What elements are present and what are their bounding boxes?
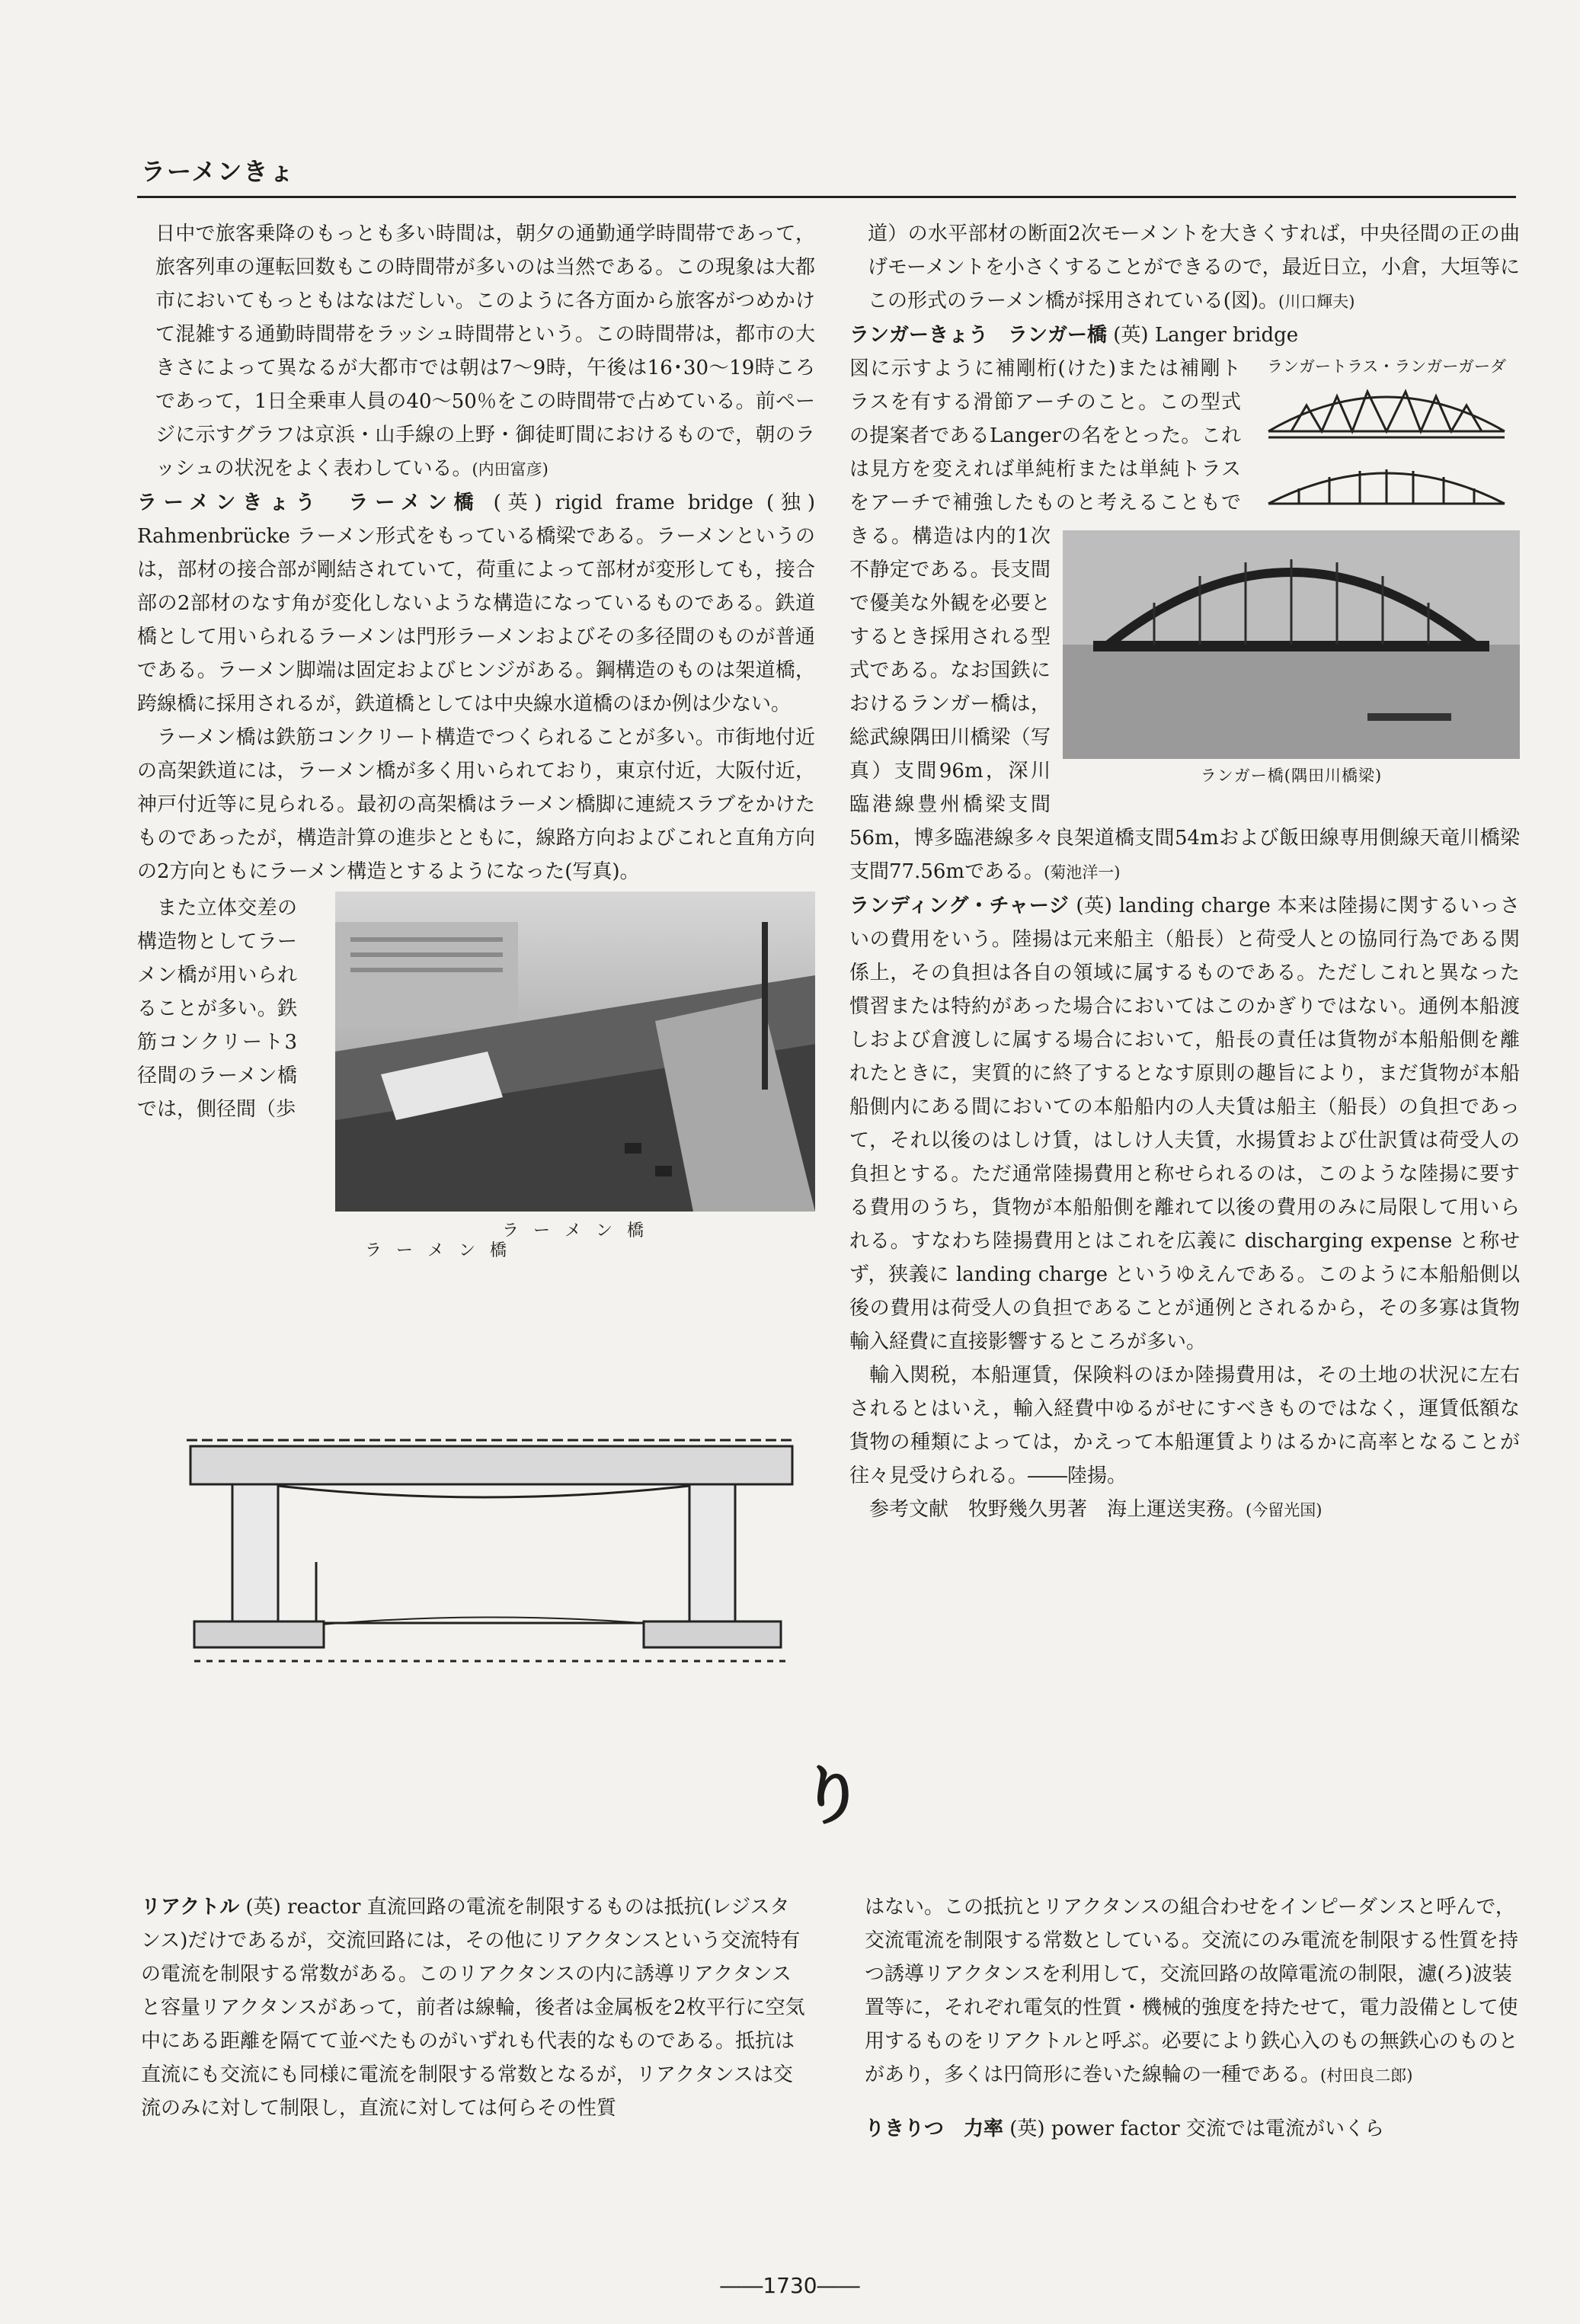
author: (菊池洋一): [1044, 863, 1121, 882]
entry-language: (英) landing charge: [1076, 895, 1271, 917]
entry-rahmen: [137, 486, 815, 721]
reference-text: 参考文献 牧野幾久男著 海上運送実務。: [869, 1498, 1246, 1521]
rahmen-bridge-photo-image: [335, 892, 815, 1212]
photo-block: [137, 892, 815, 1250]
entry-paragraph: ラーメン橋は鉄筋コンクリート構造でつくられることが多い。市街地付近の高架鉄道には，ラーメン橋が多く用いられており，東京付近，大阪付近，神戸付近等に見られる。最初の高架橋はラーメン橋脚に連続スラブをかけたものであったが，構造計算の進歩とともに，線路方向およびこれと直角方向の2方向ともにラーメン構造とするようになった(写真)。: [137, 726, 815, 883]
entry-text: はない。この抵抗とリアクタンスの組合わせをインピーダンスと呼んで，交流電流を制限する常数としている。交流にのみ電流を制限する性質を持つ誘導リアクタンスを利用して，交流回路の故障電流の制限，濾(ろ)波装置等に，それぞれ電気的性質・機械的強度を持たせて，電力設備として使用するものをリアクトルと呼ぶ。必要により鉄心入のもの無鉄心のものとがあり，多くは円筒形に巻いた線輪の一種である。: [865, 1896, 1519, 2086]
entry-language: (英) power factor: [1009, 2118, 1180, 2140]
entry-headword: ラーメンきょう ラーメン橋: [137, 491, 481, 514]
header-rule: [137, 196, 1516, 198]
entry-text: 道）の水平部材の断面2次モーメントを大きくすれば，中央径間の正の曲げモーメントを小さくすることができるので，最近日立，小倉，大垣等にこの形式のラーメン橋が採用されている(図)。: [868, 222, 1520, 312]
entry-power-factor: [865, 2112, 1520, 2146]
left-column: [137, 217, 815, 1268]
langer-photo-caption: ランガー橋(隅田川橋梁): [1200, 767, 1383, 785]
entry-headword: りきりつ 力率: [865, 2118, 1004, 2140]
entry-reactor: [141, 1890, 808, 2125]
entry-langer: [849, 319, 1520, 352]
langer-diagram-label: ランガートラス・ランガーガーダ: [1267, 357, 1506, 376]
entry-continuation: [865, 1890, 1520, 2092]
entry-headword: ランガーきょう ランガー橋: [849, 324, 1108, 347]
drawing-caption: ラ ー メ ン 橋: [365, 1241, 511, 1260]
bottom-left-column: [141, 1871, 808, 2145]
page-number: ――1730――: [720, 2273, 860, 2298]
author: (村田良二郎): [1320, 2066, 1413, 2085]
entry-text: 日中で旅客乗降のもっとも多い時間は，朝夕の通勤通学時間帯であって，旅客列車の運転回数もこの時間帯が多いのは当然である。この現象は大都市においてもっともはなはだしい。このように各方面から旅客がつめかけて混雑する通勤時間帯をラッシュ時間帯という。この時間帯は，都市の大きさによって異なるが大都市では朝は7～9時，午後は16･30～19時ころであって，1日全乗車人員の40～50％をこの時間帯で占めている。前ページに示すグラフは京浜・山手線の上野・御徒町間におけるもので，朝のラッシュの状況をよく表わしている。: [155, 222, 815, 480]
author: (内田富彦): [472, 460, 549, 479]
entry-paragraph: また立体交差の構造物としてラーメン橋が用いられることが多い。鉄筋コンクリート3径間のラーメン橋では，側径間（歩: [137, 897, 297, 1121]
entry-text: 交流では電流がいくら: [1185, 2118, 1384, 2140]
entry-references: [849, 1493, 1520, 1527]
langer-bridge-photo: [1063, 530, 1520, 759]
langer-photo-block: [1063, 530, 1520, 792]
author: (今留光国): [1246, 1501, 1323, 1519]
photo-caption: ラ ー メ ン 橋: [502, 1221, 648, 1240]
entry-language: (英) Langer bridge: [1113, 324, 1299, 347]
section-heading: り: [800, 1759, 865, 1833]
entry-headword: リアクトル: [141, 1896, 240, 1919]
langer-body-text: 図に示すように補剛桁(けた)または補剛トラスを有する滑節アーチのこと。この型式の提案者であるLangerの名をとった。これは見方を変えれば単純桁または単純トラスをアーチで補強したものと考えることもできる。構造は内的1次不静定である。長支間で優美な外観を必要とするとき採用される型式である。なお国鉄におけるランガー橋は，総武線隅田川橋梁（写真）支間96m，深川臨港線豊州橋梁支間56m，博多臨港線多々良架道橋支間54mおよび飯田線専用側線天竜川橋梁支間77.56mである。: [849, 357, 1520, 883]
entry-continuation: [137, 217, 815, 486]
rahmen-bridge-drawing: [187, 1432, 796, 1676]
langer-bridge-photo-image: [1063, 530, 1520, 759]
entry-language: (英) rigid frame bridge (独) Rahmenbrücke: [137, 491, 816, 548]
entry-landing: [849, 889, 1520, 1359]
entry-language: (英) reactor: [245, 1896, 361, 1919]
bottom-right-column: [865, 1871, 1520, 2166]
right-column: [849, 217, 1520, 1527]
entry-text: 本来は陸揚に関するいっさいの費用をいう。陸揚は元来船主（船長）と荷受人との協同行為である関係上，その負担は各自の領域に属するものである。ただしこれと異なった慣習または特約があった場合においてはこのかぎりではない。通例本船渡しおよび倉渡しに属する場合において，船長の責任は貨物が本船船側を離れたときに，実質的に終了するとなす原則の趣旨により，まだ貨物が本船船側内にある間においての本船船内の人夫賃は船主（船長）の負担であって，それ以後のはしけ賃，はしけ人夫賃，水揚賃および仕訳賃は荷受人の負担とする。ただ通常陸揚費用と称せられるのは，このような陸揚に要する費用のうち，貨物が本船船側を離れて以後の費用のみに局限して用いられる。すなわち陸揚費用とはこれを広義に discharging expense と称せず，狭義に landing charge というゆえんである。このように本船船側以後の費用は荷受人の負担であることが通例とされるから，その多寡は貨物輸入経費に直接影響するところが多い。: [849, 895, 1520, 1353]
author: (川口輝夫): [1278, 293, 1355, 311]
entry-paragraph: 輸入関税，本船運賃，保険料のほか陸揚費用は，その土地の状況に左右されるとはいえ，輸入経費中ゆるがせにすべきものではなく，運賃低額な貨物の種類によっては，かえって本船運賃よりはるかに高率となることが往々見受けられる。――陸揚。: [849, 1364, 1520, 1487]
rahmen-bridge-photo: [335, 892, 815, 1212]
entry-text: 直流回路の電流を制限するものは抵抗(レジスタンス)だけであるが，交流回路には，その他にリアクタンスという交流特有の電流を制限する常数がある。このリアクタンスの内に誘導リアクタンスと容量リアクタンスがあって，前者は線輪，後者は金属板を2枚平行に空気中にある距離を隔てて並べたものがいずれも代表的なものである。抵抗は直流にも交流にも同様に電流を制限する常数となるが，リアクタンスは交流のみに対して制限し，直流に対しては何らその性質: [141, 1896, 805, 2120]
langer-body-block: [849, 352, 1520, 889]
entry-continuation: [849, 217, 1520, 319]
running-head: ラーメンきょ: [141, 157, 296, 186]
entry-text: ラーメン形式をもっている橋梁である。ラーメンというのは，部材の接合部が剛結されていて，荷重によって部材が変形しても，接合部の2部材のなす角が変化しないような構造になっているものである。鉄道橋として用いられるラーメンは門形ラーメンおよびその多径間のものが普通である。ラーメン脚端は固定およびヒンジがある。鋼構造のものは架道橋，跨線橋に採用されるが，鉄道橋としては中央線水道橋のほか例は少ない。: [137, 525, 815, 715]
entry-headword: ランディング・チャージ: [849, 895, 1070, 917]
